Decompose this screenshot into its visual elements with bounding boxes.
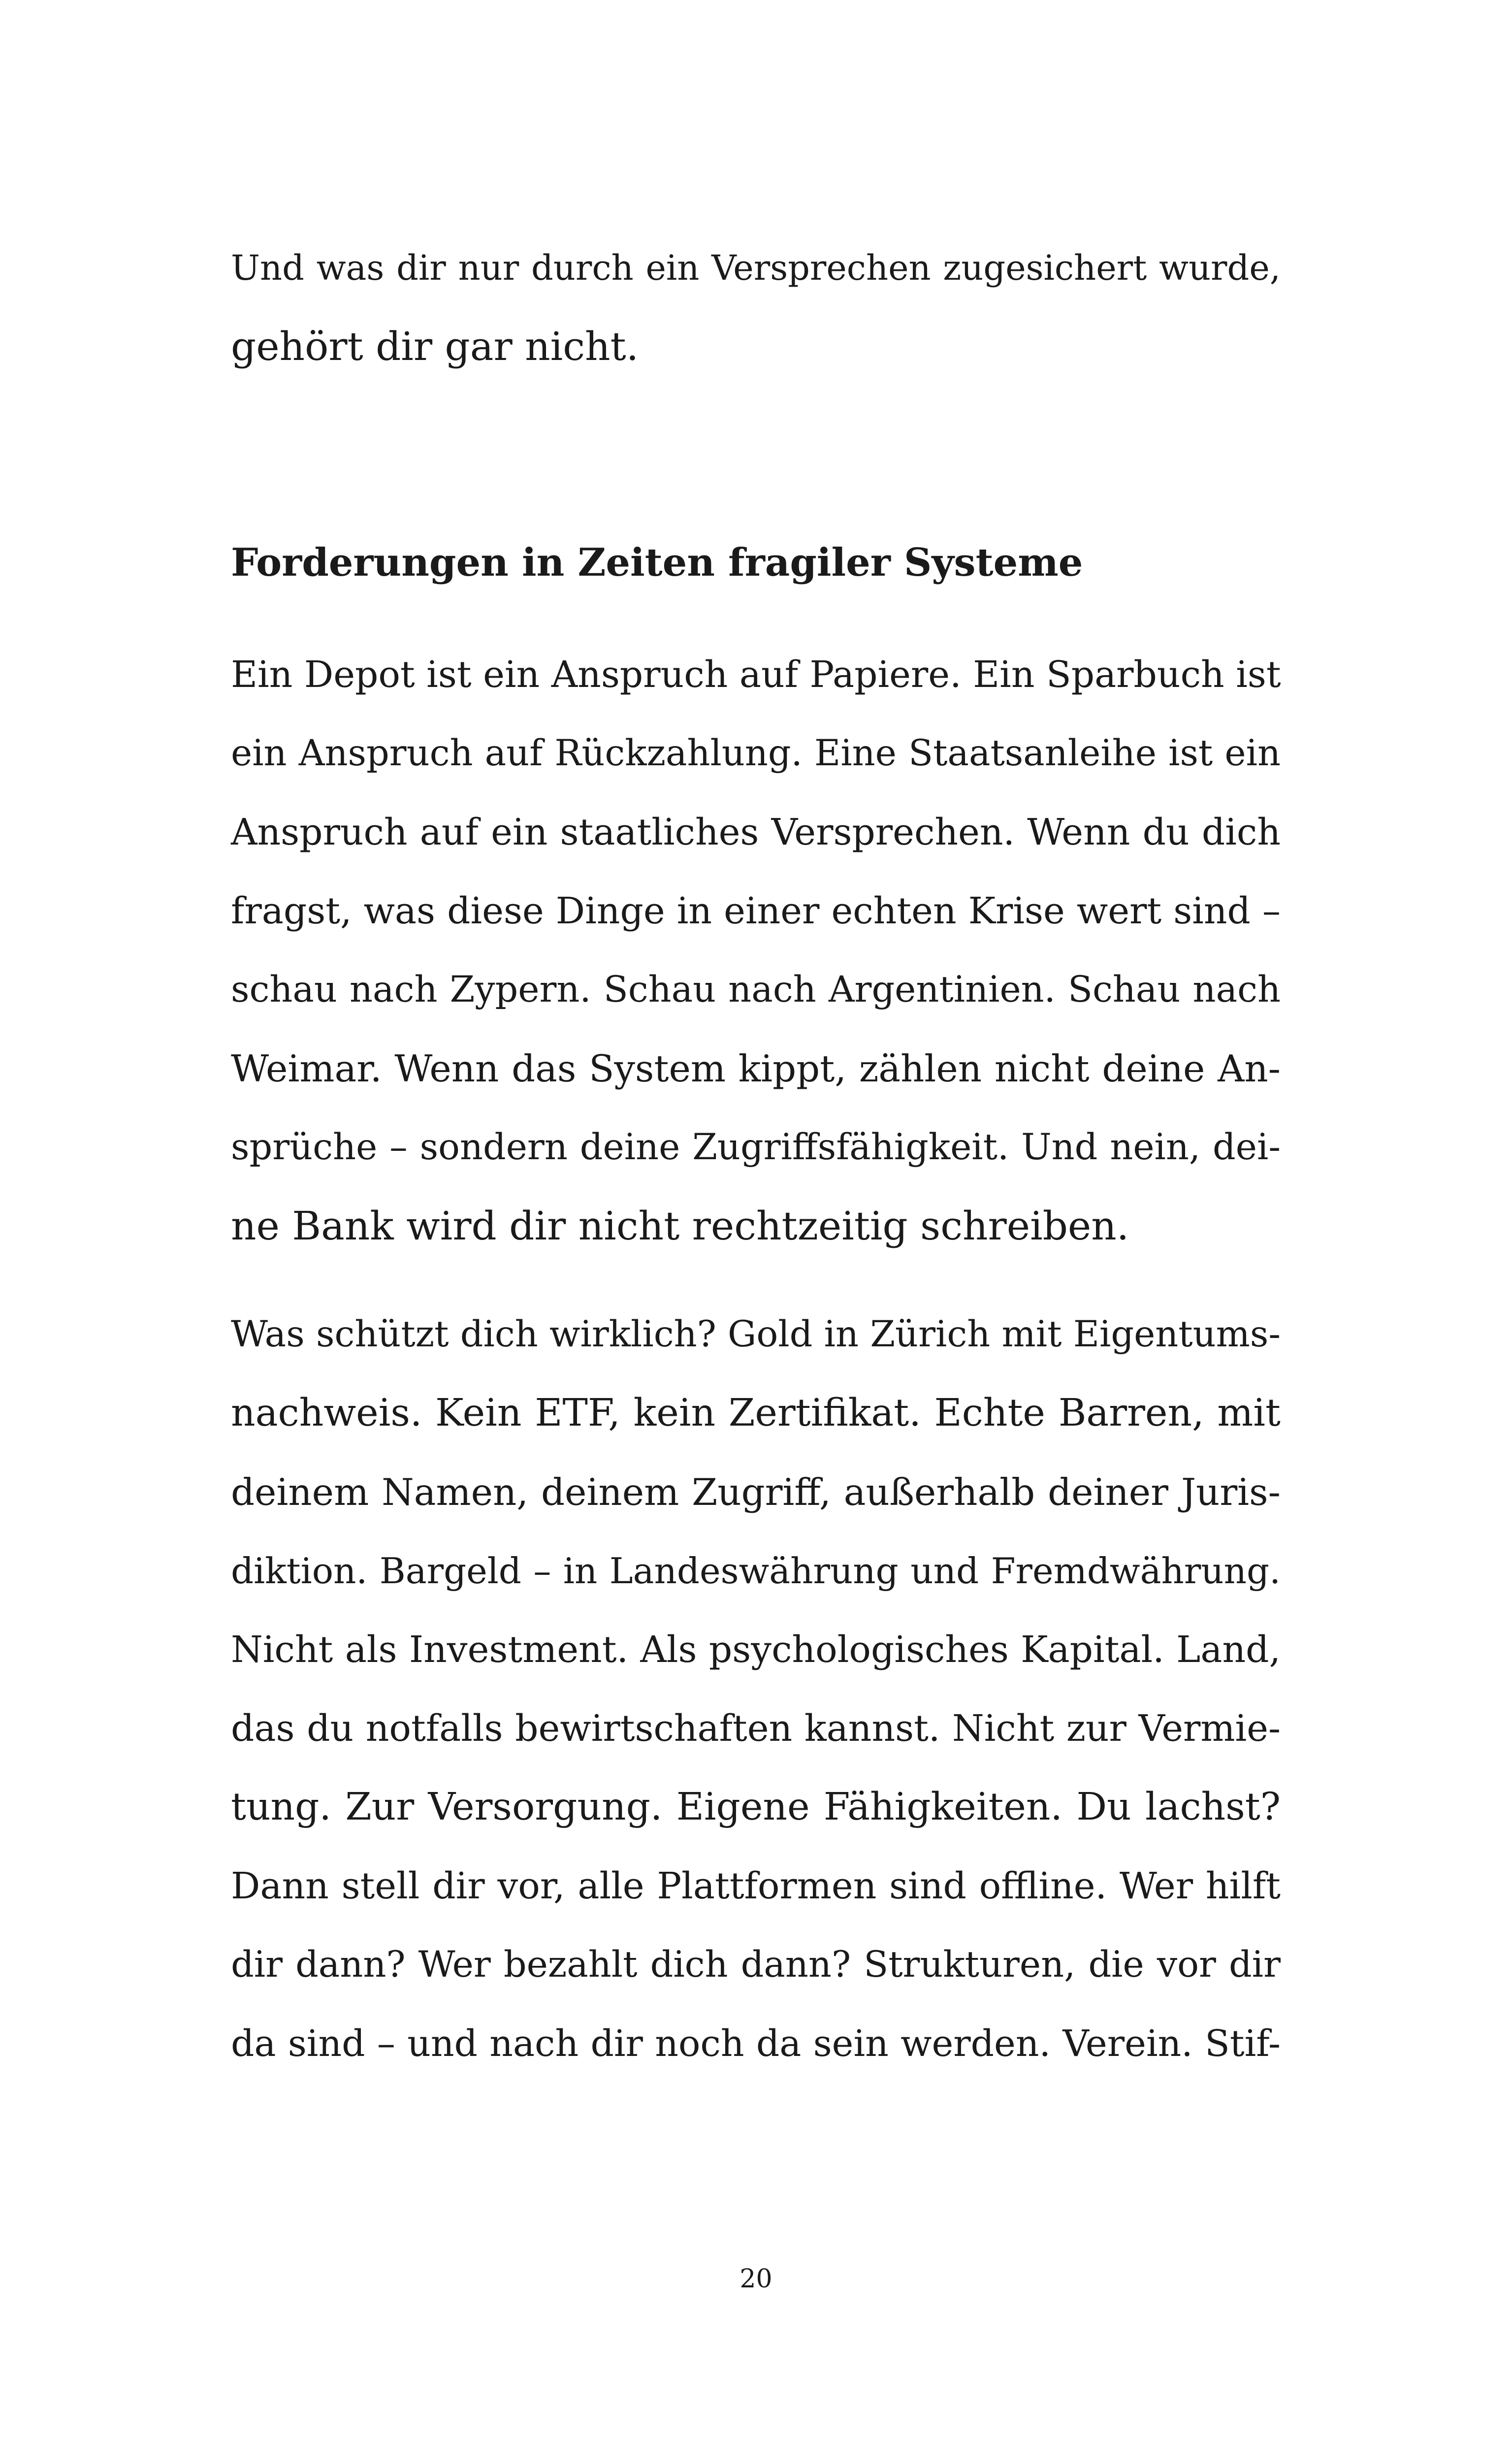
paragraph-line: deinem Namen, deinem Zugriff, außerhalb deiner Juris- [231, 1470, 1281, 1514]
paragraph-line: Nicht als Investment. Als psychologisches Kapital. Land, [231, 1629, 1281, 1671]
paragraph-line: tung. Zur Versorgung. Eigene Fähigkeiten. Du lachst? [231, 1785, 1281, 1829]
paragraph-line: Anspruch auf ein staatliches Versprechen. Wenn du dich [231, 811, 1281, 853]
paragraph-1 [231, 635, 1281, 1266]
section-heading: Forderungen in Zeiten fragiler Systeme [231, 540, 1083, 585]
paragraph-line: dir dann? Wer bezahlt dich dann? Strukturen, die vor dir [231, 1944, 1281, 1986]
paragraph-line: ne Bank wird dir nicht rechtzeitig schreiben. [231, 1203, 1129, 1249]
paragraph-line: fragst, was diese Dinge in einer echten Krise wert sind – [231, 890, 1281, 932]
paragraph-2 [231, 1295, 1281, 2083]
paragraph-line: nachweis. Kein ETF, kein Zertifikat. Echte Barren, mit [231, 1391, 1281, 1435]
page-number: 20 [740, 2264, 772, 2294]
intro-line: Und was dir nur durch ein Versprechen zugesichert wurde, [231, 248, 1281, 288]
paragraph-line: sprüche – sondern deine Zugriffsfähigkeit. Und nein, dei- [231, 1126, 1281, 1168]
intro-line: gehört dir gar nicht. [231, 324, 639, 369]
paragraph-line: schau nach Zypern. Schau nach Argentinien. Schau nach [231, 969, 1281, 1010]
paragraph-line: Weimar. Wenn das System kippt, zählen nicht deine An- [231, 1047, 1281, 1090]
paragraph-line: da sind – und nach dir noch da sein werden. Verein. Stif- [231, 2022, 1281, 2065]
intro-paragraph [231, 228, 1281, 386]
paragraph-line: das du notfalls bewirtschaften kannst. Nicht zur Vermie- [231, 1707, 1281, 1750]
paragraph-line: Dann stell dir vor, alle Plattformen sind offline. Wer hilft [231, 1865, 1281, 1907]
paragraph-line: Was schützt dich wirklich? Gold in Zürich mit Eigentums- [231, 1313, 1281, 1355]
paragraph-line: diktion. Bargeld – in Landeswährung und Fremdwährung. [231, 1550, 1281, 1592]
paragraph-line: Ein Depot ist ein Anspruch auf Papiere. Ein Sparbuch ist [231, 653, 1281, 696]
paragraph-line: ein Anspruch auf Rückzahlung. Eine Staatsanleihe ist ein [231, 732, 1281, 774]
